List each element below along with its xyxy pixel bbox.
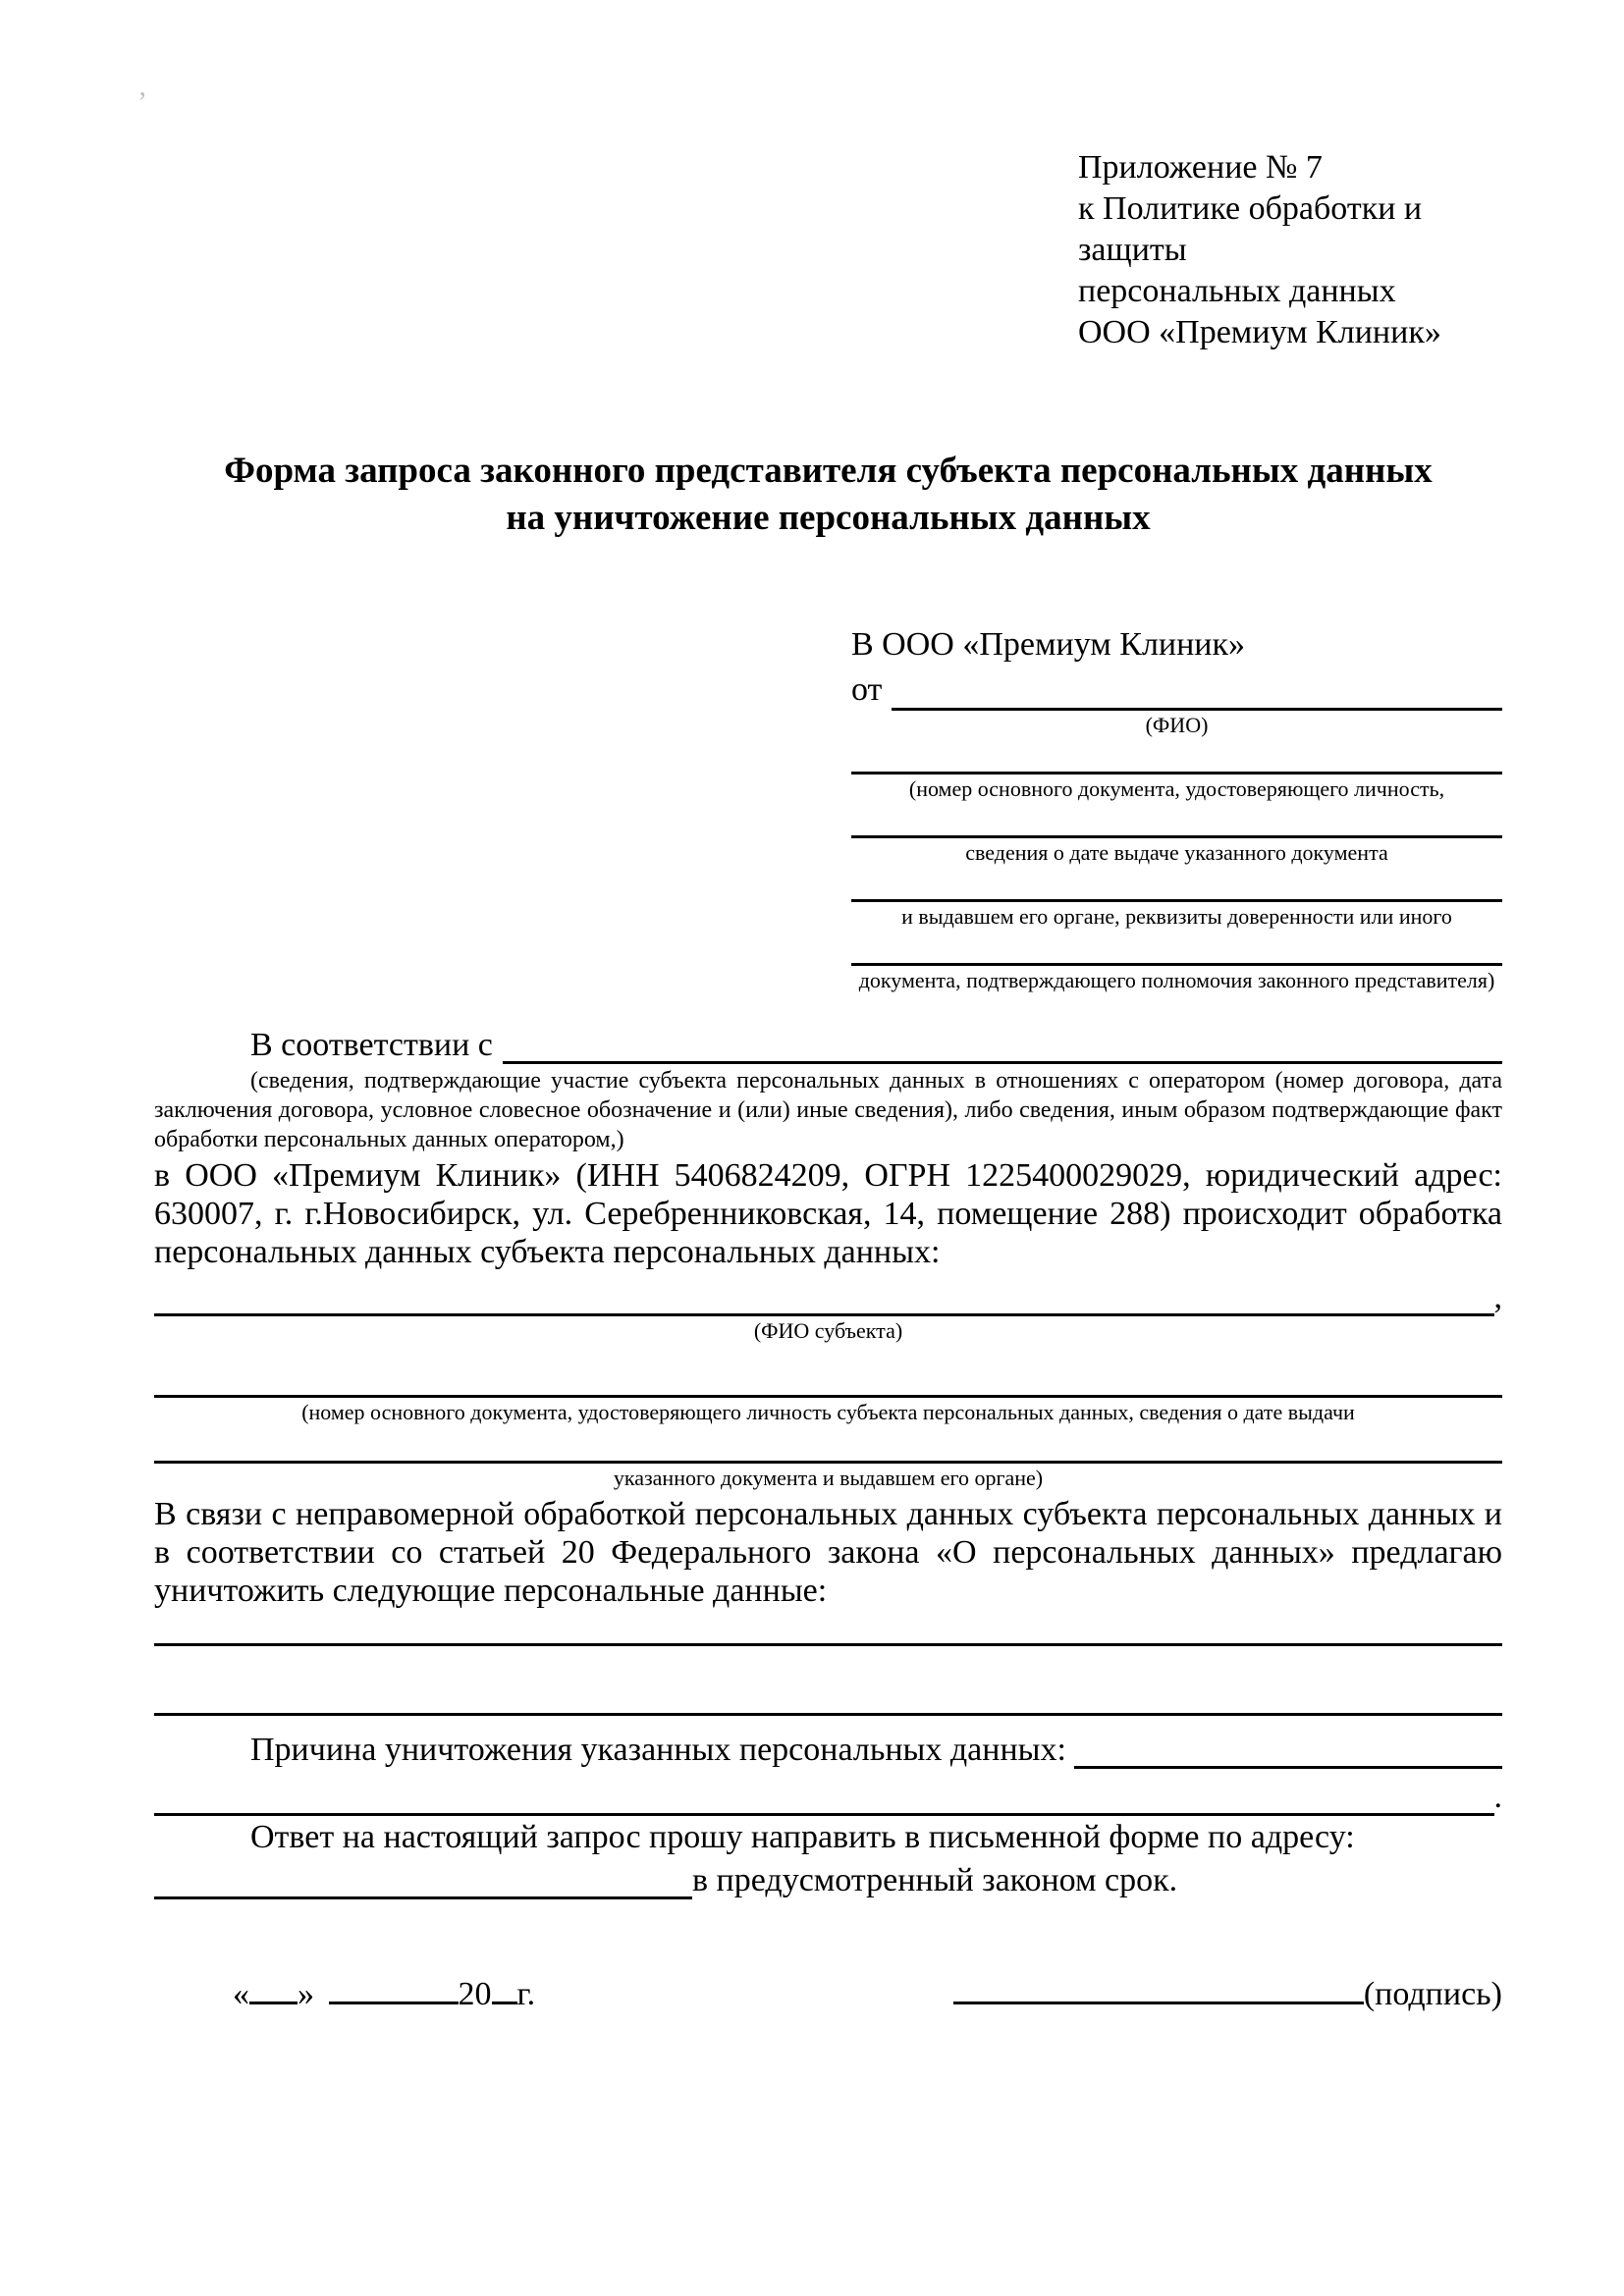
reason-field-line[interactable] <box>1074 1766 1502 1769</box>
signature-line <box>953 1976 1502 2013</box>
accordance-caption: (сведения, подтверждающие участие субъекта персональных данных в отношениях с оператором (номер договора, дата заключения договора, условное словесное обозначение и (или) иные сведения), либо сведения, иным образом подтверждающие факт обработки персональных данных оператором,) <box>154 1068 1502 1152</box>
subject-doc-field-line-2[interactable] <box>154 1435 1502 1464</box>
data-to-destroy-field-line-2[interactable] <box>154 1687 1502 1716</box>
representative-doc-field-line-1[interactable] <box>851 744 1502 774</box>
subject-doc-field-line-1[interactable] <box>154 1369 1502 1398</box>
doc-caption-1: (номер основного документа, удостоверяющего личность, <box>908 776 1445 801</box>
signature-field-line[interactable] <box>953 2002 1364 2004</box>
reason-continuation-row <box>154 1779 1502 1816</box>
header-note-line: к Политике обработки и защиты <box>1078 190 1423 268</box>
addressee-from-row <box>851 667 1502 711</box>
from-label: от <box>851 671 883 708</box>
date-line <box>233 1976 535 2013</box>
operator-paragraph: в ООО «Премиум Клиник» (ИНН 5406824209, ОГРН 1225400029029, юридический адрес: 630007, г. г.Новосибирск, ул. Серебренниковская, 14, помещение 288) происходит обработка персональных данных субъекта персональных данных: <box>154 1157 1502 1270</box>
day-field-line[interactable] <box>249 2002 298 2004</box>
footer-row <box>154 1976 1502 2013</box>
representative-doc-field-line-4[interactable] <box>851 935 1502 966</box>
fio-caption: (ФИО) <box>1145 713 1209 737</box>
date-quote-open: « <box>233 1976 249 2012</box>
year-suffix: г. <box>516 1976 536 2012</box>
reason-label: Причина уничтожения указанных персональных данных: <box>250 1732 1066 1768</box>
doc-caption-4: документа, подтверждающего полномочия законного представителя) <box>858 968 1495 992</box>
accordance-label: В соответствии с <box>250 1027 493 1063</box>
year-field-line[interactable] <box>492 2002 517 2004</box>
doc-caption-3: и выдавшем его органе, реквизиты доверенности или иного <box>901 904 1452 929</box>
subject-fio-caption: (ФИО субъекта) <box>753 1318 903 1343</box>
reply-tail-text: в предусмотренный законом срок. <box>692 1862 1178 1898</box>
representative-doc-field-line-2[interactable] <box>851 808 1502 838</box>
reply-paragraph: Ответ на настоящий запрос прошу направить в письменной форме по адресу: <box>250 1819 1355 1855</box>
header-note-line: персональных данных <box>1078 273 1396 309</box>
addressee-to: В ООО «Премиум Клиник» <box>851 626 1246 663</box>
subject-fio-row <box>154 1279 1502 1316</box>
header-note-line: Приложение № 7 <box>1078 149 1323 186</box>
subject-doc-caption-1: (номер основного документа, удостоверяющего личность субъекта персональных данных, сведения о дате выдачи <box>301 1400 1355 1424</box>
header-note <box>1078 147 1502 353</box>
month-field-line[interactable] <box>329 2002 459 2004</box>
document-title <box>154 448 1502 542</box>
document-title-line1: Форма запроса законного представителя субъекта персональных данных <box>224 451 1433 491</box>
reply-address-field-line[interactable] <box>154 1867 692 1899</box>
accordance-row <box>154 1021 1502 1064</box>
reason-row <box>154 1728 1502 1769</box>
document-title-line2: на уничтожение персональных данных <box>506 498 1151 538</box>
demand-paragraph: В связи с неправомерной обработкой персональных данных субъекта персональных данных и в соответствии со статьей 20 Федерального закона «О персональных данных» предлагаю уничтожить следующие персональные данные: <box>154 1496 1502 1609</box>
doc-caption-2: сведения о дате выдаче указанного документа <box>965 840 1388 865</box>
signature-caption: (подпись) <box>1363 1976 1502 2012</box>
subject-doc-caption-2: указанного документа и выдавшем его органе) <box>613 1466 1044 1490</box>
subject-fio-field-line[interactable] <box>154 1288 1494 1316</box>
addressee-block <box>851 624 1502 995</box>
data-to-destroy-field-line-1[interactable] <box>154 1618 1502 1646</box>
reply-address-row <box>154 1858 1502 1899</box>
date-quote-close: » <box>298 1976 314 2012</box>
scan-artifact: ʼ <box>137 86 147 119</box>
year-prefix: 20 <box>458 1976 492 2012</box>
header-note-line: ООО «Премиум Клиник» <box>1078 314 1441 350</box>
reason-line-period: . <box>1493 1779 1502 1815</box>
subject-line-comma: , <box>1493 1279 1502 1315</box>
representative-doc-field-line-3[interactable] <box>851 872 1502 902</box>
reason-field-line-2[interactable] <box>154 1788 1494 1816</box>
accordance-field-line[interactable] <box>503 1061 1502 1064</box>
